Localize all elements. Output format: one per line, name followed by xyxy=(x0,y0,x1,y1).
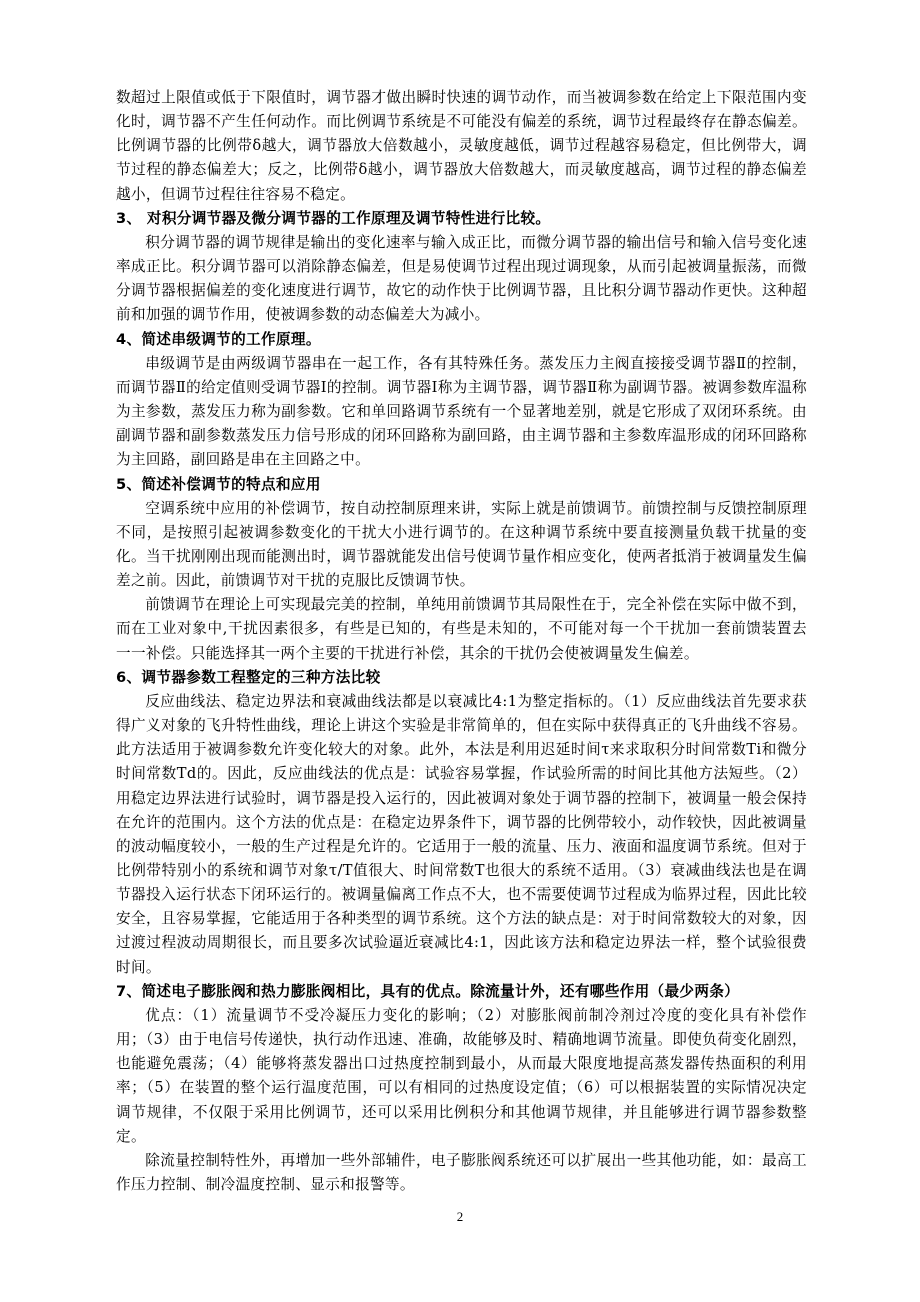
section-heading: 7、简述电子膨胀阀和热力膨胀阀相比，具有的优点。除流量计外，还有哪些作用（最少两条） xyxy=(116,982,740,1000)
section-heading: 5、简述补偿调节的特点和应用 xyxy=(116,475,321,493)
page-number: 2 xyxy=(456,1209,464,1224)
paragraph: 除流量控制特性外，再增加一些外部辅件，电子膨胀阀系统还可以扩展出一些其他功能，如：最高工作压力控制、制冷温度控制、显示和报警等。 xyxy=(116,1151,807,1194)
paragraph: 串级调节是由两级调节器串在一起工作，各有其特殊任务。蒸发压力主阀直接接受调节器Ⅱ的控制，而调节器Ⅱ的给定值则受调节器Ⅰ的控制。调节器Ⅰ称为主调节器，调节器Ⅱ称为副调节器。被调参数库温称为主参数，蒸发压力称为副参数。它和单回路调节系统有一个显著地差别，就是它形成了双闭环系统。由副调节器和副参数蒸发压力信号形成的闭环回路称为副回路，由主调节器和主参数库温形成的闭环回路称为主回路，副回路是串在主回路之中。 xyxy=(116,354,807,469)
section-heading: 4、简述串级调节的工作原理。 xyxy=(116,330,321,348)
paragraph: 反应曲线法、稳定边界法和衰减曲线法都是以衰减比4:1为整定指标的。（1）反应曲线法首先要求获得广义对象的飞升特性曲线，理论上讲这个实验是非常简单的，但在实际中获得真正的飞升曲线不容易。此方法适用于被调参数允许变化较大的对象。此外，本法是利用迟延时间τ来求取积分时间常数Ti和微分时间常数Td的。因此，反应曲线法的优点是：试验容易掌握，作试验所需的时间比其他方法短些。（2）用稳定边界法进行试验时，调节器是投入运行的，因此被调对象处于调节器的控制下，被调量一般会保持在允许的范围内。这个方法的优点是：在稳定边界条件下，调节器的比例带较小，动作较快，因此被调量的波动幅度较小，一般的生产过程是允许的。它适用于一般的流量、压力、液面和温度调节系统。但对于比例带特别小的系统和调节对象τ/T值很大、时间常数T也很大的系统不适用。（3）衰减曲线法也是在调节器投入运行状态下闭环运行的。被调量偏离工作点不大，也不需要使调节过程成为临界过程，因此比较安全，且容易掌握，它能适用于各种类型的调节系统。这个方法的缺点是：对于时间常数较大的对象，因过渡过程波动周期很长，而且要多次试验逼近衰减比4:1，因此该方法和稳定边界法一样，整个试验很费时间。 xyxy=(116,692,807,976)
paragraph: 数超过上限值或低于下限值时，调节器才做出瞬时快速的调节动作，而当被调参数在给定上下限范围内变化时，调节器不产生任何动作。而比例调节系统是不可能没有偏差的系统，调节过程最终存在静态偏差。比例调节器的比例带δ越大，调节器放大倍数越小，灵敏度越低，调节过程越容易稳定，但比例带大，调节过程的静态偏差大；反之，比例带δ越小，调节器放大倍数越大，而灵敏度越高，调节过程的静态偏差越小，但调节过程往往容易不稳定。 xyxy=(116,89,807,203)
paragraph: 空调系统中应用的补偿调节，按自动控制原理来讲，实际上就是前馈调节。前馈控制与反馈控制原理不同，是按照引起被调参数变化的干扰大小进行调节的。在这种调节系统中要直接测量负载干扰量的变化。当干扰刚刚出现而能测出时，调节器就能发出信号使调节量作相应变化，使两者抵消于被调量发生偏差之前。因此，前馈调节对干扰的克服比反馈调节快。 xyxy=(116,499,807,590)
paragraph: 前馈调节在理论上可实现最完美的控制，单纯用前馈调节其局限性在于，完全补偿在实际中做不到，而在工业对象中,干扰因素很多，有些是已知的，有些是未知的，不可能对每一个干扰加一套前馈装置去一一补偿。只能选择其一两个主要的干扰进行补偿，其余的干扰仍会使被调量发生偏差。 xyxy=(116,596,807,662)
section-heading: 6、调节器参数工程整定的三种方法比较 xyxy=(116,668,381,686)
paragraph: 积分调节器的调节规律是输出的变化速率与输入成正比，而微分调节器的输出信号和输入信号变化速率成正比。积分调节器可以消除静态偏差，但是易使调节过程出现过调现象，从而引起被调量振荡，而微分调节器根据偏差的变化速度进行调节，故它的动作快于比例调节器，且比积分调节器动作更快。这种超前和加强的调节作用，使被调参数的动态偏差大为减小。 xyxy=(116,233,807,324)
document-body xyxy=(116,86,807,1197)
paragraph: 优点：（1）流量调节不受冷凝压力变化的影响；（2）对膨胀阀前制冷剂过冷度的变化具有补偿作用；（3）由于电信号传递快，执行动作迅速、准确，故能够及时、精确地调节流量。即使负荷变化剧烈，也能避免震荡；（4）能够将蒸发器出口过热度控制到最小，从而最大限度地提高蒸发器传热面积的利用率；（5）在装置的整个运行温度范围，可以有相同的过热度设定值；（6）可以根据装置的实际情况决定调节规律，不仅限于采用比例调节，还可以采用比例积分和其他调节规律，并且能够进行调节器参数整定。 xyxy=(116,1006,807,1145)
section-heading: 3、 对积分调节器及微分调节器的工作原理及调节特性进行比较。 xyxy=(116,209,551,227)
